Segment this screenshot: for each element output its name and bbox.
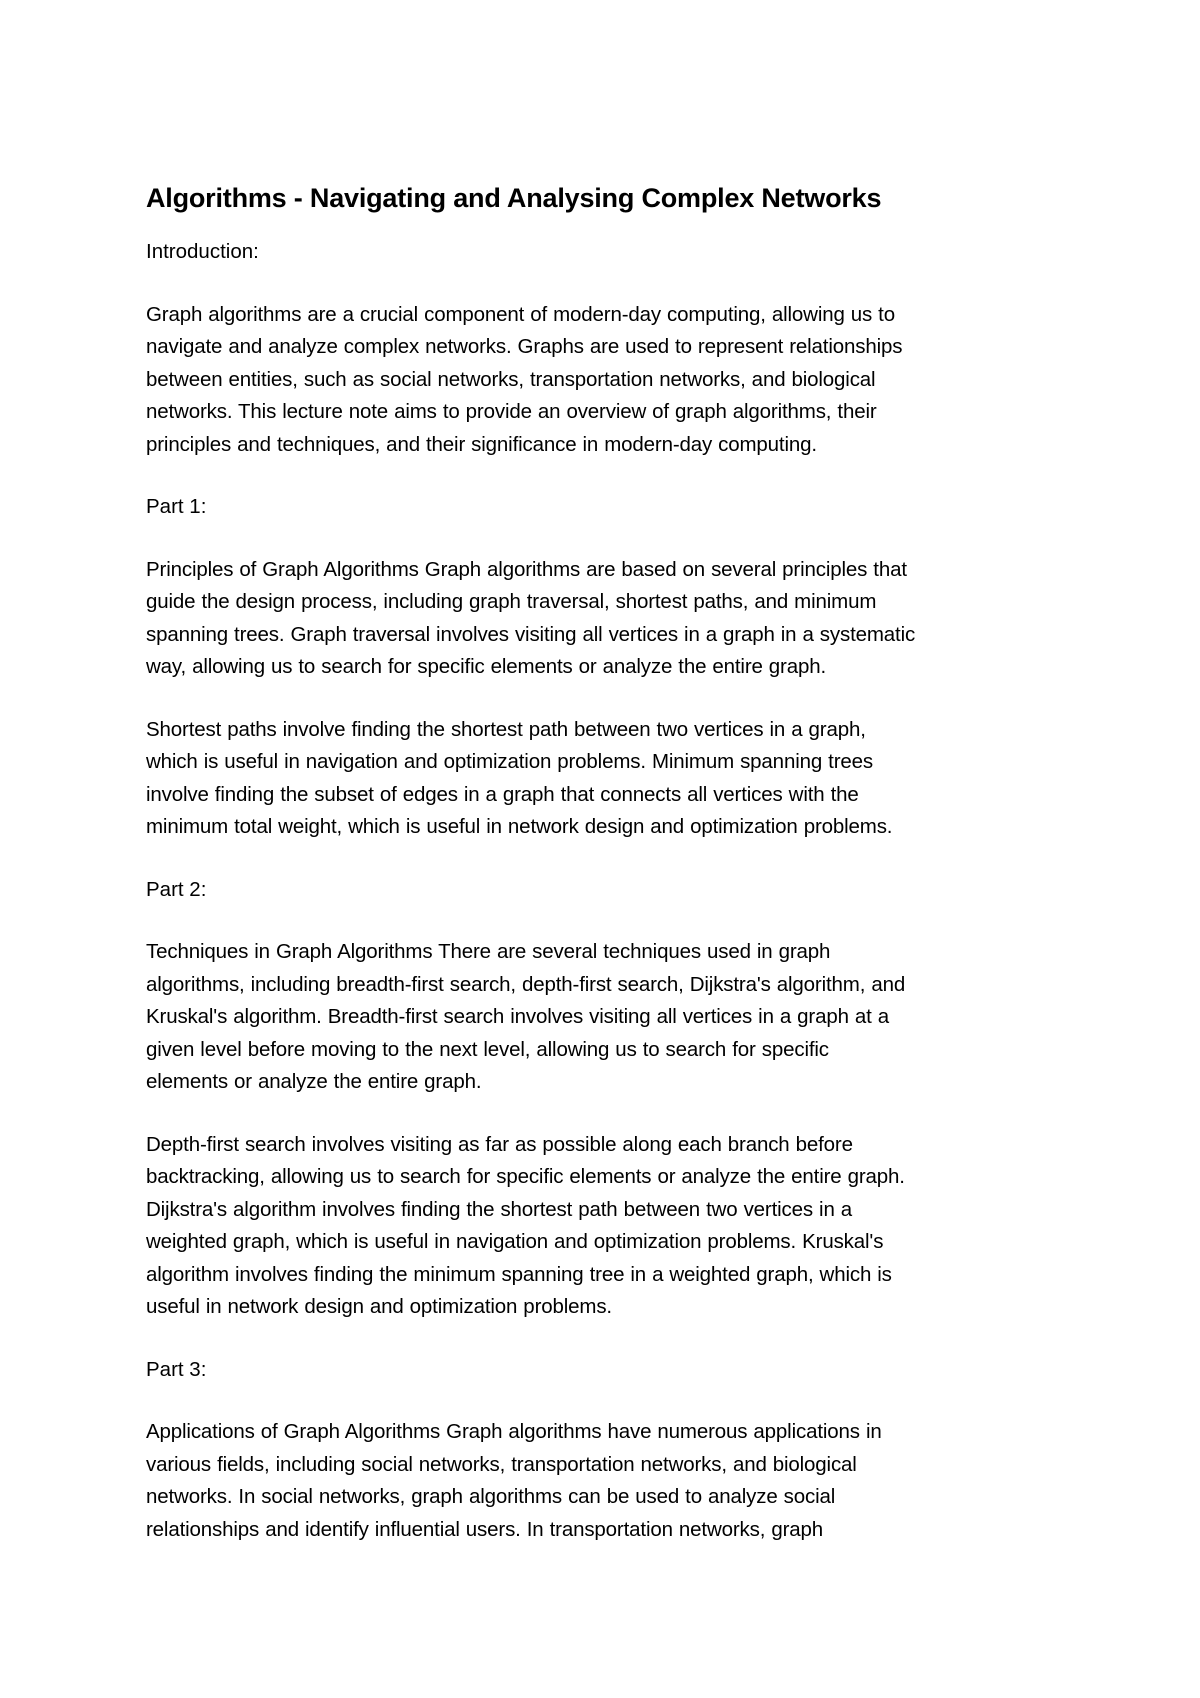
text-line: various fields, including social networks, transportation networks, and biological [146,1452,857,1476]
text-line: given level before moving to the next level, allowing us to search for specific [146,1037,829,1061]
text-line: networks. In social networks, graph algorithms can be used to analyze social [146,1485,836,1508]
text-line: Dijkstra's algorithm involves finding the shortest path between two vertices in a [146,1197,852,1221]
text-line: Depth-first search involves visiting as far as possible along each branch before [146,1132,853,1156]
part2-paragraph [146,1129,1066,1324]
text-line: Shortest paths involve finding the shortest path between two vertices in a graph, [146,717,866,741]
text-line: Kruskal's algorithm. Breadth-first search involves visiting all vertices in a graph at a [146,1005,890,1028]
text-line: elements or analyze the entire graph. [146,1070,482,1093]
document-body [146,178,1066,1546]
part2-paragraph [146,936,1066,1099]
text-line: networks. This lecture note aims to provide an overview of graph algorithms, their [146,400,877,423]
part1-paragraph [146,714,1066,844]
text-line: relationships and identify influential users. In transportation networks, graph [146,1517,824,1541]
text-line: Graph algorithms are a crucial component of modern-day computing, allowing us to [146,302,895,326]
document-title: Algorithms - Navigating and Analysing Complex Networks [146,183,882,213]
part1-paragraph [146,554,1066,684]
text-line: Techniques in Graph Algorithms There are several techniques used in graph [146,940,831,963]
text-line: navigate and analyze complex networks. Graphs are used to represent relationships [146,335,903,358]
text-line: between entities, such as social networks, transportation networks, and biological [146,367,876,391]
part2-heading: Part 2: [146,877,207,901]
text-line: algorithm involves finding the minimum spanning tree in a weighted graph, which is [146,1262,892,1286]
text-line: Principles of Graph Algorithms Graph algorithms are based on several principles that [146,557,907,581]
text-line: which is useful in navigation and optimization problems. Minimum spanning trees [146,750,873,773]
part3-heading: Part 3: [146,1357,207,1381]
text-line: backtracking, allowing us to search for specific elements or analyze the entire graph. [146,1165,905,1188]
part3-paragraph [146,1416,1066,1546]
text-line: way, allowing us to search for specific elements or analyze the entire graph. [146,655,827,678]
text-line: guide the design process, including graph traversal, shortest paths, and minimum [146,590,877,613]
part1-heading: Part 1: [146,495,207,518]
text-line: involve finding the subset of edges in a graph that connects all vertices with the [146,782,859,806]
text-line: minimum total weight, which is useful in network design and optimization problems. [146,815,893,838]
text-line: algorithms, including breadth-first search, depth-first search, Dijkstra's algorithm, and [146,972,906,996]
text-line: weighted graph, which is useful in navigation and optimization problems. Kruskal's [146,1230,884,1253]
text-line: principles and techniques, and their significance in modern-day computing. [146,432,817,456]
text-line: Applications of Graph Algorithms Graph algorithms have numerous applications in [146,1420,882,1443]
introduction-paragraph [146,299,1066,462]
text-line: useful in network design and optimization problems. [146,1295,612,1318]
introduction-heading: Introduction: [146,240,259,263]
text-line: spanning trees. Graph traversal involves visiting all vertices in a graph in a systematic [146,622,916,646]
